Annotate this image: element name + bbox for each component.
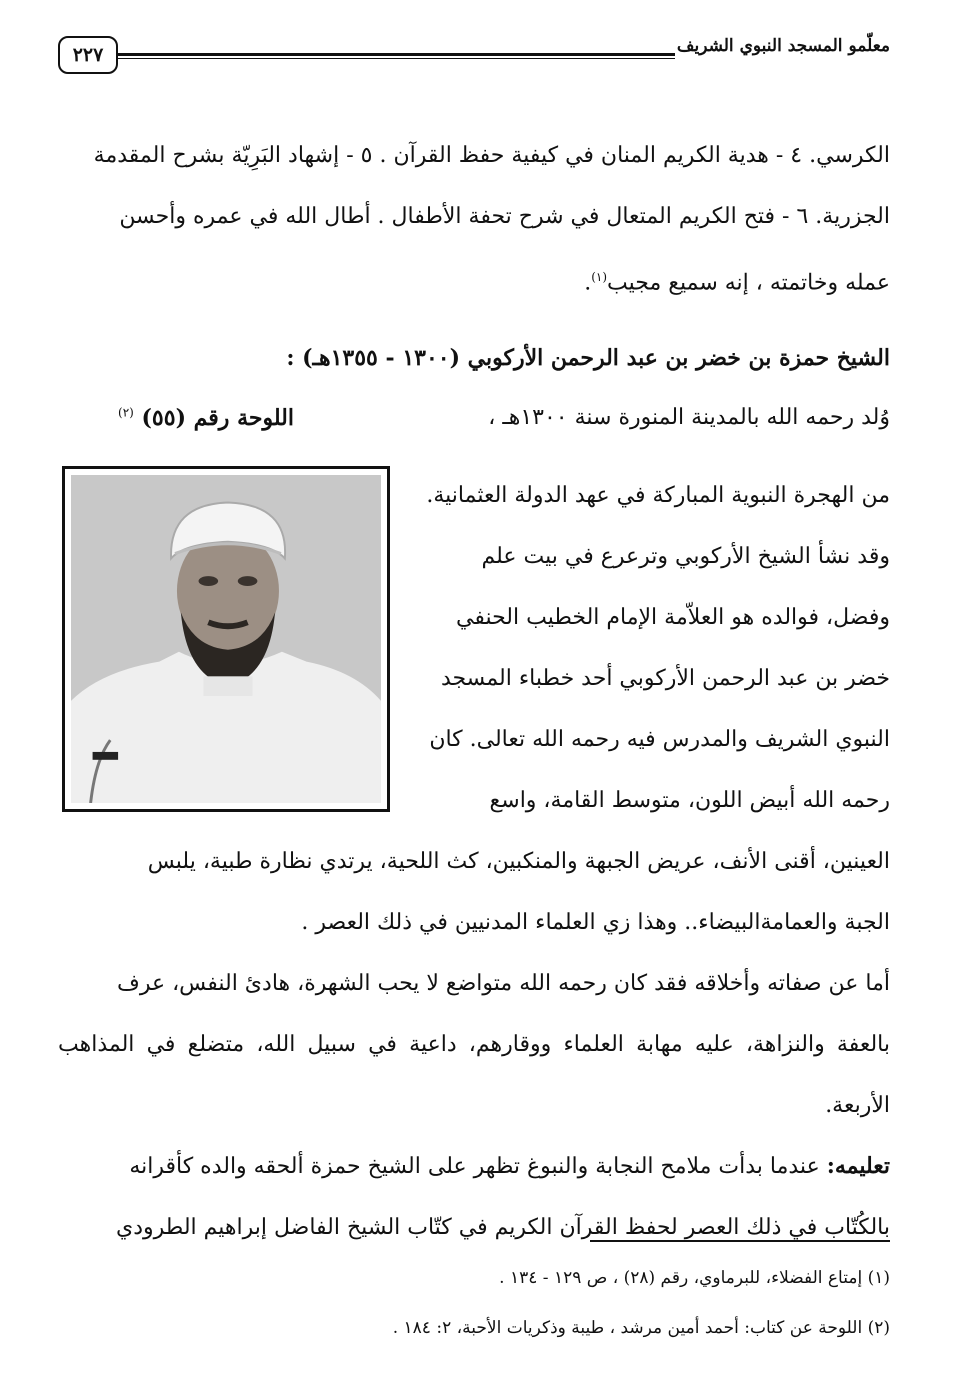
intro-line: الجزرية. ٦ - فتح الكريم المتعال في شرح تحفة الأطفال . أطال الله في عمره وأحسن [119, 204, 890, 229]
portrait-frame [62, 466, 390, 812]
footnote-ref-2[interactable]: (٢) [118, 405, 134, 420]
plate-label: اللوحة رقم (٥٥) [141, 405, 294, 431]
body-line: الجبة والعمامةالبيضاء.. وهذا زي العلماء المدنيين في ذلك العصر . [301, 910, 890, 935]
header-rule [118, 53, 675, 59]
education-text: عندما بدأت ملامح النجابة والنبوغ تظهر على الشيخ حمزة ألحقه والده كأقرانه [129, 1154, 820, 1179]
side-line: من الهجرة النبوية المباركة في عهد الدولة العثمانية. [426, 483, 890, 508]
education-line [58, 1136, 890, 1197]
footnote-2: (٢) اللوحة عن كتاب: أحمد أمين مرشد ، طيبة وذكريات الأحبة، ٢: ١٨٤ . [392, 1318, 890, 1338]
body-paragraph [58, 831, 890, 1258]
section-heading: الشيخ حمزة بن خضر بن عبد الرحمن الأركوبي (١٣٠٠ - ١٣٥٥هـ) : [286, 345, 890, 371]
intro-line: عمله وخاتمته ، إنه سميع مجيب [607, 270, 890, 296]
education-label: تعليمه: [826, 1153, 890, 1179]
end-mark: . [584, 270, 592, 296]
footnote-1: (١) إمتاع الفضلاء، للبرماوي، رقم (٢٨) ، ص ١٢٩ - ١٣٤ . [499, 1268, 890, 1288]
footnote-ref-1[interactable]: (١) [591, 270, 608, 284]
side-line: خضر بن عبد الرحمن الأركوبي أحد خطباء المسجد [440, 666, 890, 691]
body-line: العينين، أقنى الأنف، عريض الجبهة والمنكبين، كث اللحية، يرتدي نظارة طبية، يلبس [147, 849, 890, 874]
running-title: معلّمو المسجد النبوي الشريف [676, 36, 890, 56]
body-line: بالعفة والنزاهة، عليه مهابة العلماء ووقارهم، داعية في سبيل الله، متضلع في المذاهب الأربعة. [58, 1032, 890, 1118]
portrait-photo [71, 475, 381, 803]
side-line: رحمه الله أبيض اللون، متوسط القامة، واسع [489, 788, 890, 813]
intro-paragraph [58, 125, 890, 313]
education-line: بالكُتّاب في ذلك العصر لحفظ القرآن الكريم في كتّاب الشيخ الفاضل إبراهيم الطرودي [116, 1215, 890, 1240]
page-header [58, 30, 890, 76]
body-line: أما عن صفاته وأخلاقه فقد كان رحمه الله متواضع لا يحب الشهرة، هادئ النفس، عرف [117, 971, 890, 996]
side-line: النبوي الشريف والمدرس فيه رحمه الله تعالى. كان [429, 727, 890, 752]
intro-line: الكرسي. ٤ - هدية الكريم المنان في كيفية حفظ القرآن . ٥ - إشهاد البَرِيّة بشرح المقدمة [93, 143, 890, 168]
intro-line-last [58, 247, 890, 313]
footnote-rule [590, 1240, 890, 1242]
plate-caption [118, 405, 294, 431]
portrait-illustration [71, 475, 381, 803]
side-line: وقد نشأ الشيخ الأركوبي وترعرع في بيت علم [481, 544, 890, 569]
side-paragraph [410, 465, 890, 831]
side-line: وفضل، فوالده هو العلاّمة الإمام الخطيب الحنفي [455, 605, 890, 630]
born-line: وُلد رحمه الله بالمدينة المنورة سنة ١٣٠٠هـ ، [488, 405, 890, 430]
page-number: ٢٢٧ [58, 36, 118, 74]
